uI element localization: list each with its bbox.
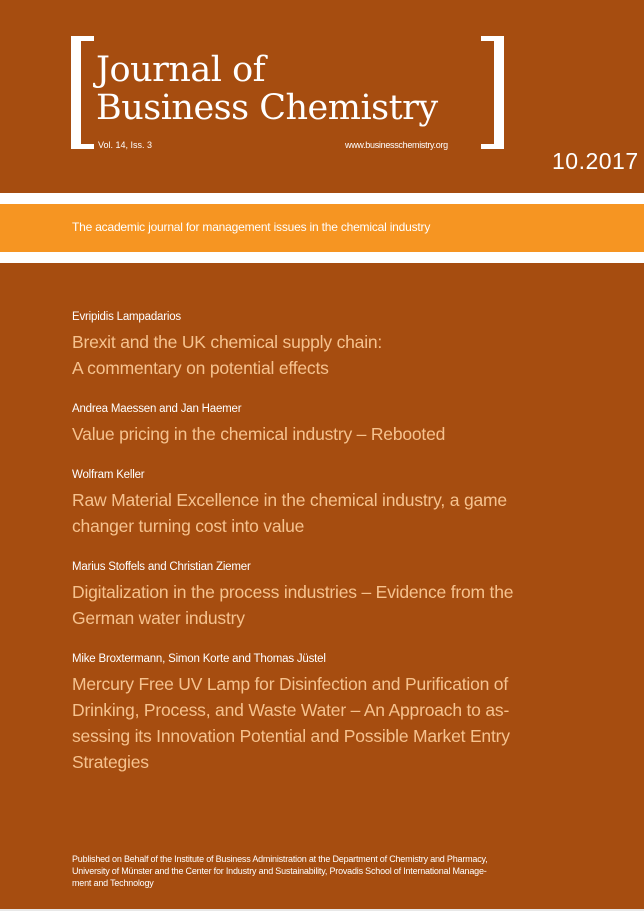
publisher-note-line: Published on Behalf of the Institute of Business Administration at the Department of Chemistry and Pharmacy, bbox=[72, 854, 488, 864]
article-title bbox=[72, 329, 632, 381]
article-title-line: Strategies bbox=[72, 752, 149, 772]
divider-stripe-top bbox=[0, 193, 644, 204]
article-title bbox=[72, 671, 632, 775]
article-list bbox=[72, 309, 632, 795]
article-title bbox=[72, 421, 632, 447]
right-bracket-top-serif bbox=[481, 36, 504, 41]
article-item[interactable] bbox=[72, 401, 632, 447]
article-title bbox=[72, 487, 632, 539]
article-title-line: sessing its Innovation Potential and Possible Market Entry bbox=[72, 726, 510, 746]
article-title-line: changer turning cost into value bbox=[72, 516, 305, 536]
article-author: Mike Broxtermann, Simon Korte and Thomas Jüstel bbox=[72, 653, 326, 665]
volume-issue: Vol. 14, Iss. 3 bbox=[98, 140, 153, 150]
article-title-line: Digitalization in the process industries – Evidence from the bbox=[72, 582, 514, 602]
left-bracket-bar bbox=[71, 36, 81, 149]
article-title-line: Mercury Free UV Lamp for Disinfection and Purification of bbox=[72, 674, 509, 694]
right-bracket-bar bbox=[494, 36, 504, 149]
publisher-note-line: ment and Technology bbox=[72, 878, 154, 888]
tagline-band bbox=[0, 204, 644, 252]
article-author: Evripidis Lampadarios bbox=[72, 311, 181, 323]
journal-title-line-1: Journal of bbox=[96, 50, 266, 90]
issue-date: 10.2017 bbox=[552, 148, 639, 174]
left-bracket-top-serif bbox=[71, 36, 94, 41]
website-link[interactable]: www.businesschemistry.org bbox=[345, 140, 448, 150]
article-item[interactable] bbox=[72, 651, 632, 775]
article-author: Wolfram Keller bbox=[72, 469, 145, 481]
article-title bbox=[72, 579, 632, 631]
article-author: Andrea Maessen and Jan Haemer bbox=[72, 403, 242, 415]
journal-title-line-2: Business Chemistry bbox=[96, 88, 438, 128]
cover-header bbox=[0, 0, 644, 193]
publisher-note-line: University of Münster and the Center for Industry and Sustainability, Provadis School of International Manage- bbox=[72, 866, 487, 876]
article-title-line: Drinking, Process, and Waste Water – An Approach to as- bbox=[72, 700, 510, 720]
journal-tagline: The academic journal for management issues in the chemical industry bbox=[72, 220, 431, 234]
publisher-note bbox=[72, 853, 632, 889]
article-title-line: Raw Material Excellence in the chemical industry, a game bbox=[72, 490, 507, 510]
right-bracket-bottom-serif bbox=[481, 144, 504, 149]
left-bracket-bottom-serif bbox=[71, 144, 94, 149]
article-title-line: German water industry bbox=[72, 608, 245, 628]
article-title-line: A commentary on potential effects bbox=[72, 358, 329, 378]
article-author: Marius Stoffels and Christian Ziemer bbox=[72, 561, 251, 573]
article-item[interactable] bbox=[72, 309, 632, 381]
article-item[interactable] bbox=[72, 467, 632, 539]
divider-stripe-bottom bbox=[0, 252, 644, 263]
article-item[interactable] bbox=[72, 559, 632, 631]
article-title-line: Value pricing in the chemical industry – Rebooted bbox=[72, 424, 446, 444]
article-title-line: Brexit and the UK chemical supply chain: bbox=[72, 332, 383, 352]
